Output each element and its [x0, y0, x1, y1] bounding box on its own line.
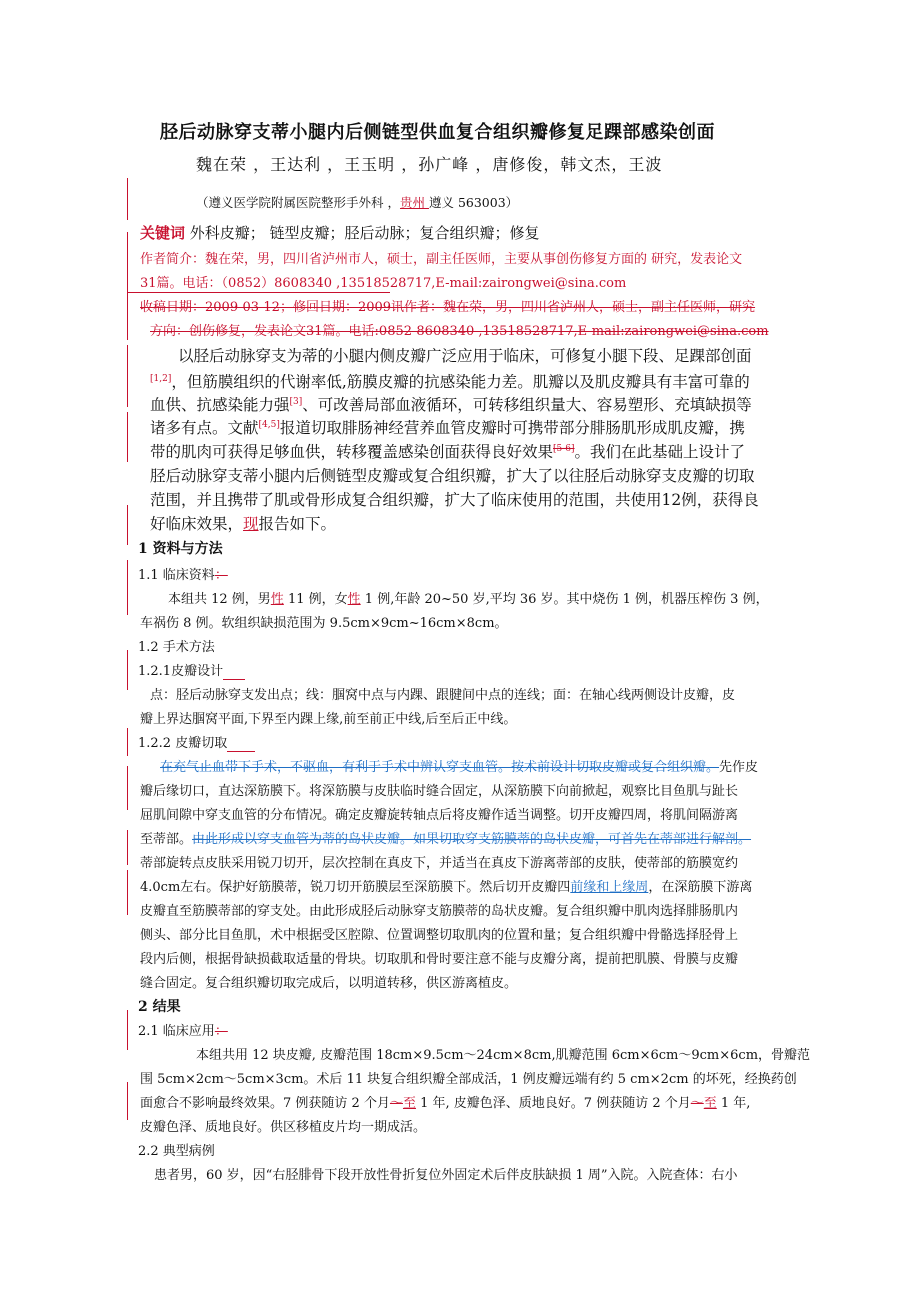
paragraph: 瓣上界达腘窝平面,下界至内踝上缘,前至前正中线,后至后正中线。 — [140, 712, 517, 727]
paragraph: 血供、抗感染能力强[3]、可改善局部血液循环，可转移组织量大、容易塑形、充填缺损等 — [150, 396, 752, 414]
subsection-heading: 2.1 临床应用： — [138, 1024, 228, 1039]
paragraph: 车祸伤 8 例。软组织缺损范围为 9.5cm×9cm~16cm×8cm。 — [140, 616, 508, 631]
paragraph: 点：胫后动脉穿支发出点；线：腘窝中点与内踝、跟腱间中点的连线；面：在轴心线两侧设计皮瓣，皮 — [150, 688, 736, 703]
subsection-heading: 2.2 典型病例 — [138, 1144, 215, 1159]
change-bar — [127, 505, 128, 545]
paragraph: 皮瓣直至筋膜蒂部的穿支处。由此形成胫后动脉穿支筋膜蒂的岛状皮瓣。复合组织瓣中肌肉选择腓肠肌内 — [140, 904, 739, 919]
paragraph: 屈肌间隙中穿支血管的分布情况。确定皮瓣旋转轴点后将皮瓣作适当调整。切开皮瓣四周，将肌间隔游离 — [140, 808, 739, 823]
paragraph: 段内后侧，根据骨缺损截取适量的骨块。切取肌和骨时要注意不能与皮瓣分离，提前把肌膜、骨膜与皮瓣 — [140, 952, 739, 967]
authors: 魏在荣 ，王达利 ，王玉明 ，孙广峰 ，唐修俊，韩文杰，王波 — [196, 155, 663, 174]
section-heading: 1 资料与方法 — [138, 541, 223, 557]
change-bar — [127, 870, 128, 915]
subsection-heading: 1.1 临床资料： — [138, 568, 228, 583]
paragraph: 瓣后缘切口，直达深筋膜下。将深筋膜与皮肤临时缝合固定，从深筋膜下向前掀起，观察比目鱼肌与趾长 — [140, 784, 739, 799]
paragraph: 4.0cm左右。保护好筋膜蒂，锐刀切开筋膜层至深筋膜下。然后切开皮瓣四前缘和上缘周，在深筋膜下游离 — [140, 880, 753, 895]
change-bar — [127, 766, 128, 810]
paragraph: 诸多有点。文献[4,5]报道切取腓肠神经营养血管皮瓣时可携带部分腓肠肌形成肌皮瓣，携 — [150, 419, 745, 437]
paragraph: 围 5cm×2cm～5cm×3cm。术后 11 块复合组织瓣全部成活，1 例皮瓣远端有约 5 cm×2cm 的坏死，经换药创 — [140, 1072, 797, 1087]
revision-rule — [128, 292, 390, 293]
change-bar — [127, 412, 128, 462]
keywords: 关键词 外科皮瓣； 链型皮瓣；胫后动脉；复合组织瓣；修复 — [140, 224, 540, 242]
change-bar — [127, 830, 128, 865]
subsection-heading: 1.2.2 皮瓣切取 — [138, 732, 255, 752]
change-bar — [127, 728, 128, 756]
paragraph: 范围，并且携带了肌或骨形成复合组织瓣，扩大了临床使用的范围，共使用12例，获得良 — [150, 491, 759, 509]
received-date: 方向：创伤修复，发表论文31篇。电话:0852-8608340 ,13518528717,E-mail:zairongwei@sina.com — [150, 324, 769, 339]
paragraph: 以胫后动脉穿支为蒂的小腿内侧皮瓣广泛应用于临床，可修复小腿下段、足踝部创面 — [178, 347, 752, 365]
author-intro: 作者简介：魏在荣，男，四川省泸州市人，硕士，副主任医师，主要从事创伤修复方面的 研究，发表论文 — [140, 252, 743, 267]
change-bar — [127, 1010, 128, 1050]
keywords-label: 关键词 — [140, 224, 186, 242]
paragraph: 蒂部旋转点皮肤采用锐刀切开，层次控制在真皮下，并适当在真皮下游离蒂部的皮肤，使蒂部的筋膜宽约 — [140, 856, 739, 871]
change-bar — [127, 1082, 128, 1120]
paragraph: 至蒂部。由此形成以穿支血管为蒂的岛状皮瓣。如果切取穿支筋膜蒂的岛状皮瓣，可首先在蒂部进行解剖。 — [140, 832, 752, 847]
author-intro: 31篇。电话：（0852）8608340 ,13518528717,E-mail:zairongwei@sina.com — [140, 276, 627, 291]
paragraph: 患者男，60 岁，因“右胫腓骨下段开放性骨折复位外固定术后伴皮肤缺损 1 周”入院。入院查体：右小 — [154, 1168, 738, 1183]
paragraph: 本组共用 12 块皮瓣, 皮瓣范围 18cm×9.5cm～24cm×8cm,肌瓣范围 6cm×6cm～9cm×6cm，骨瓣范 — [196, 1048, 811, 1063]
page-title: 胫后动脉穿支蒂小腿内后侧链型供血复合组织瓣修复足踝部感染创面 — [160, 122, 715, 143]
paragraph: 面愈合不影响最终效果。7 例获随访 2 个月～至 1 年, 皮瓣色泽、质地良好。7 例获随访 2 个月～至 1 年, — [140, 1096, 751, 1111]
change-bar — [127, 650, 128, 690]
paragraph: 本组共 12 例，男性 11 例，女性 1 例,年龄 20~50 岁,平均 36 岁。其中烧伤 1 例，机器压榨伤 3 例， — [168, 592, 769, 607]
paragraph: 胫后动脉穿支蒂小腿内后侧链型皮瓣或复合组织瓣，扩大了以往胫后动脉穿支皮瓣的切取 — [150, 467, 755, 485]
paragraph: 皮瓣色泽、质地良好。供区移植皮片均一期成活。 — [140, 1120, 427, 1135]
change-bar — [127, 560, 128, 615]
paragraph: 侧头、部分比目鱼肌，术中根据受区腔隙、位置调整切取肌肉的位置和量；复合组织瓣中骨骼选择胫骨上 — [140, 928, 739, 943]
subsection-heading: 1.2.1皮瓣设计 — [138, 660, 245, 680]
paragraph: 带的肌肉可获得足够血供，转移覆盖感染创面获得良好效果[5-6]。我们在此基础上设计了 — [150, 443, 746, 461]
section-heading: 2 结果 — [138, 999, 181, 1015]
received-date: 收稿日期：2009-03-12；修回日期：2009讯作者：魏在荣，男，四川省泸州人，硕士，副主任医师，研究 — [140, 300, 756, 315]
paragraph: 缝合固定。复合组织瓣切取完成后，以明道转移，供区游离植皮。 — [140, 976, 518, 991]
change-bar — [127, 178, 128, 220]
change-bar — [127, 345, 128, 407]
affiliation: （遵义医学院附属医院整形手外科 ，贵州 遵义 563003） — [196, 195, 519, 210]
change-bar — [127, 232, 128, 340]
subsection-heading: 1.2 手术方法 — [138, 640, 215, 655]
paragraph: 好临床效果，现报告如下。 — [150, 515, 337, 533]
paragraph: 在充气止血带下手术，不驱血，有利于手术中辨认穿支血管。按术前设计切取皮瓣或复合组织瓣。先作皮 — [160, 760, 759, 775]
paragraph: [1,2]，但筋膜组织的代谢率低,筋膜皮瓣的抗感染能力差。肌瓣以及肌皮瓣具有丰富可靠的 — [150, 373, 750, 391]
